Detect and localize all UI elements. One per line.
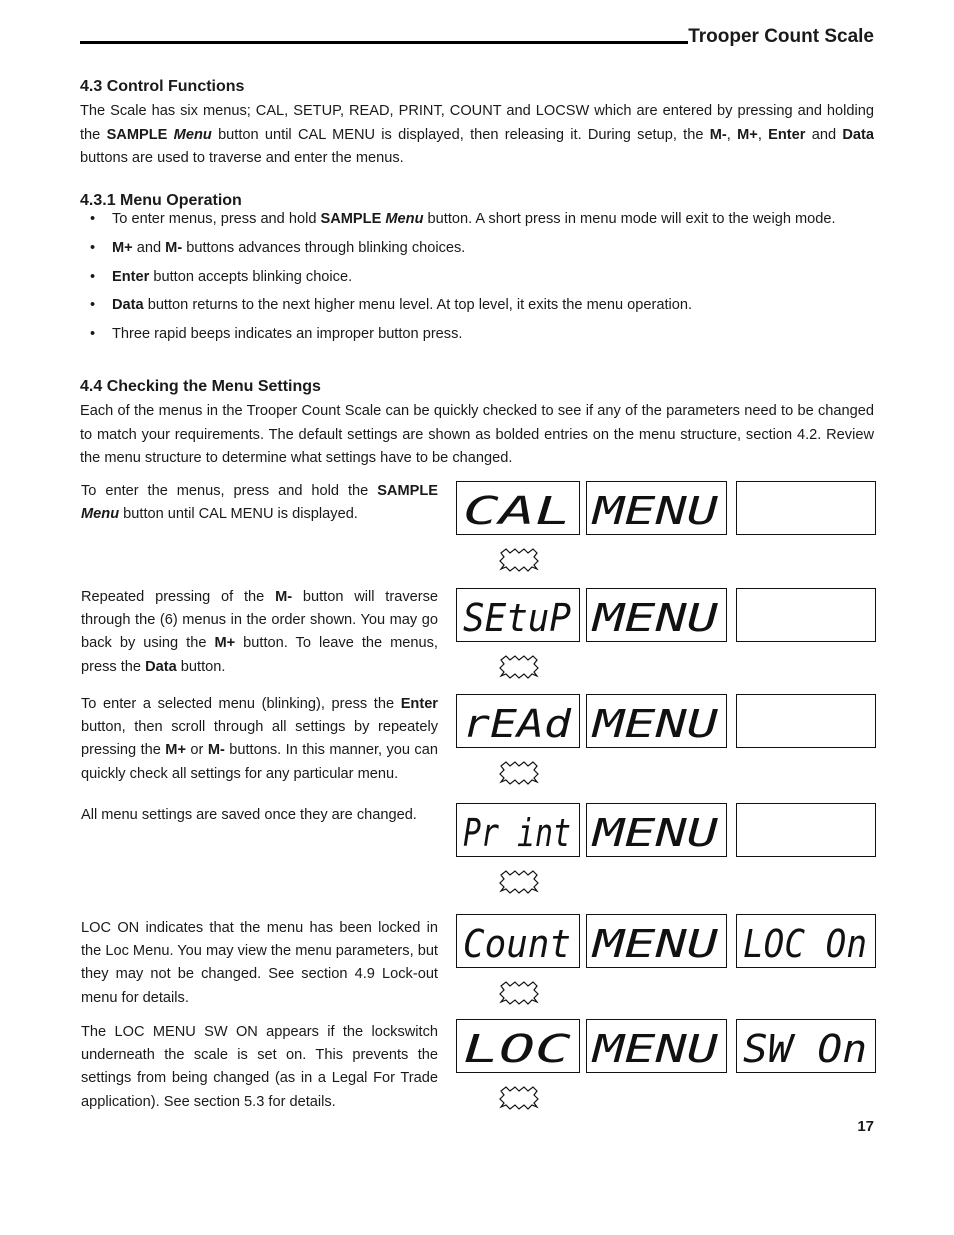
list-item: • Data button returns to the next higher menu level. At top level, it exits the menu operation.: [90, 294, 880, 323]
lcd-text: CAL: [463, 489, 571, 533]
blinking-indicator-icon: [497, 1085, 541, 1111]
lcd-text: MENU: [590, 1027, 719, 1071]
section-4-3-text: The Scale has six menus; CAL, SETUP, READ, PRINT, COUNT and LOCSW which are entered by pressing and holding the SAMPLE Menu button until CAL MENU is displayed, then releasing it. During setup, the M-, M+, Enter and Data buttons are used to traverse and enter the menus.: [80, 103, 875, 166]
lcd-text: Pr int: [463, 811, 571, 855]
lcd-text: Count: [463, 922, 571, 966]
lcd-text: LOC On: [743, 922, 867, 966]
lcd-panel-2-1: [456, 588, 580, 642]
list-item: • M+ and M- buttons advances through blinking choices.: [90, 237, 880, 266]
lcd-panel-6-3: [736, 1019, 876, 1073]
lcd-text: MENU: [590, 702, 719, 746]
side-note-6: The LOC MENU SW ON appears if the lockswitch underneath the scale is set on. This prevents the settings from being changed (as in a Legal For Trade application). See section 5.3 for details.: [81, 1024, 438, 1110]
blinking-indicator-icon: [497, 547, 541, 573]
lcd-panel-5-1: [456, 914, 580, 968]
lcd-panel-4-1: [456, 803, 580, 857]
header-rule: [80, 41, 688, 44]
page-number: 17: [857, 1118, 874, 1135]
lcd-panel-1-2: [586, 481, 727, 535]
blinking-indicator-icon: [497, 760, 541, 786]
lcd-text: MENU: [590, 489, 719, 533]
lcd-panel-5-2: [586, 914, 727, 968]
side-note-3: To enter a selected menu (blinking), press the Enter button, then scroll through all settings by repeately pressing the M+ or M- buttons. In this manner, you can quickly check all settings for any particular menu.: [81, 696, 438, 782]
section-4-3-heading: 4.3 Control Functions: [80, 78, 245, 95]
section-4-3-1-heading: 4.3.1 Menu Operation: [80, 192, 242, 209]
side-note-5: LOC ON indicates that the menu has been locked in the Loc Menu. You may view the menu parameters, but they may not be changed. See section 4.9 Lock-out menu for details.: [81, 920, 438, 1006]
blinking-indicator-icon: [497, 869, 541, 895]
side-note-1: To enter the menus, press and hold the SAMPLE Menu button until CAL MENU is displayed.: [81, 483, 438, 523]
lcd-panel-4-3: [736, 803, 876, 857]
lcd-text: SEtuP: [463, 596, 572, 640]
lcd-text: MENU: [590, 811, 719, 855]
lcd-text: MENU: [590, 922, 719, 966]
header-title: Trooper Count Scale: [688, 26, 874, 47]
section-4-4-text: Each of the menus in the Trooper Count Scale can be quickly checked to see if any of the parameters need to be changed to match your requirements. The default settings are shown as bolded entries on the menu structure, section 4.2. Review the menu structure to determine what settings have to be changed.: [80, 403, 874, 466]
blinking-indicator-icon: [497, 654, 541, 680]
list-item: • Three rapid beeps indicates an improper button press.: [90, 323, 880, 352]
blinking-indicator-icon: [497, 980, 541, 1006]
side-note-4: All menu settings are saved once they are changed.: [81, 807, 417, 823]
section-4-4-heading: 4.4 Checking the Menu Settings: [80, 378, 321, 395]
lcd-panel-1-1: [456, 481, 580, 535]
lcd-panel-1-3: [736, 481, 876, 535]
lcd-panel-2-2: [586, 588, 727, 642]
lcd-panel-6-1: [456, 1019, 580, 1073]
lcd-panel-2-3: [736, 588, 876, 642]
lcd-panel-3-1: [456, 694, 580, 748]
list-item: • Enter button accepts blinking choice.: [90, 266, 880, 295]
lcd-text: MENU: [590, 596, 719, 640]
lcd-panel-3-2: [586, 694, 727, 748]
lcd-text: SW On: [743, 1027, 867, 1071]
list-item: • To enter menus, press and hold SAMPLE Menu button. A short press in menu mode will exit to the weigh mode.: [90, 208, 880, 237]
menu-operation-list: [90, 208, 880, 352]
lcd-panel-5-3: [736, 914, 876, 968]
lcd-text: LOC: [463, 1027, 572, 1071]
lcd-panel-3-3: [736, 694, 876, 748]
lcd-panel-4-2: [586, 803, 727, 857]
lcd-panel-6-2: [586, 1019, 727, 1073]
side-note-2: Repeated pressing of the M- button will traverse through the (6) menus in the order shown. You may go back by using the M+ button. To leave the menus, press the Data button.: [81, 589, 439, 675]
lcd-text: rEAd: [463, 702, 573, 746]
